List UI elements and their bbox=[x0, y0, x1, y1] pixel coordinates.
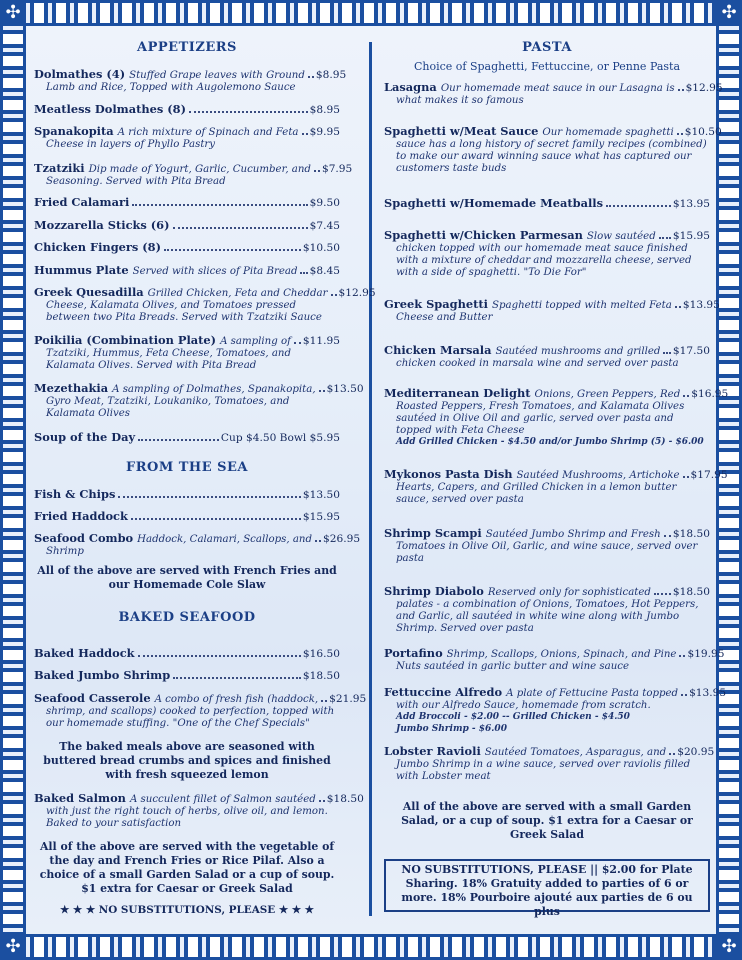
item-extras: Add Broccoli - $2.00 -- Grilled Chicken - $4.50 bbox=[396, 712, 630, 722]
item-price: $8.95 bbox=[309, 104, 340, 116]
item-name: Mediterranean Delight bbox=[384, 386, 531, 400]
item-name: Mezethakia bbox=[34, 381, 109, 395]
corner-icon: ✣ bbox=[0, 0, 26, 26]
item-price: $16.50 bbox=[302, 648, 340, 660]
item-inline-desc: Slow sautéed bbox=[586, 231, 656, 242]
menu-item bbox=[384, 685, 727, 735]
menu-item bbox=[34, 219, 340, 233]
item-price: $13.50 bbox=[326, 383, 364, 395]
item-inline-desc: Our homemade spaghetti bbox=[542, 127, 674, 138]
item-name: Tzatziki bbox=[34, 161, 85, 175]
item-price: $15.95 bbox=[302, 511, 340, 523]
item-name: Fried Calamari bbox=[34, 195, 130, 209]
corner-icon: ✣ bbox=[716, 0, 742, 26]
menu-item bbox=[384, 744, 715, 783]
menu-item bbox=[34, 264, 340, 278]
menu-item bbox=[34, 196, 340, 210]
item-name: Lasagna bbox=[384, 80, 437, 94]
item-name: Spaghetti w/Homemade Meatballs bbox=[384, 196, 604, 210]
menu-item bbox=[384, 527, 710, 565]
item-inline-desc: Grilled Chicken, Feta and Cheddar bbox=[147, 288, 328, 299]
sides-note: All of the above are served with the vegetable of the day and French Fries or Rice Pilaf. Also a choice of a small Garden Salad or a cup of soup. $1 extra for Caesar or Greek Salad bbox=[39, 840, 335, 895]
item-name: Chicken Marsala bbox=[384, 343, 492, 357]
from-the-sea-title: FROM THE SEA bbox=[125, 460, 249, 475]
item-name: Spaghetti w/Meat Sauce bbox=[384, 124, 539, 138]
menu-item bbox=[34, 791, 364, 830]
item-name: Soup of the Day bbox=[34, 430, 136, 444]
item-name: Fried Haddock bbox=[34, 509, 128, 523]
no-substitutions: ★ ★ ★ NO SUBSTITUTIONS, PLEASE ★ ★ ★ bbox=[59, 904, 315, 916]
menu-item bbox=[34, 241, 340, 255]
item-name: Chicken Fingers (8) bbox=[34, 240, 161, 254]
item-inline-desc: Sautéed Tomatoes, Asparagus, and bbox=[484, 747, 667, 758]
item-price: $9.50 bbox=[309, 197, 340, 209]
item-name: Fish & Chips bbox=[34, 487, 116, 501]
item-price: $16.95 bbox=[691, 388, 729, 400]
item-inline-desc: Spaghetti topped with melted Feta bbox=[492, 300, 672, 311]
item-name: Greek Spaghetti bbox=[384, 297, 488, 311]
item-inline-desc: Stuffed Grape leaves with Ground bbox=[129, 70, 305, 81]
item-price: $8.45 bbox=[309, 265, 340, 277]
item-inline-desc: A combo of fresh fish (haddock, bbox=[154, 694, 319, 705]
item-desc: Jumbo Shrimp in a wine sauce, served over raviolis filled with Lobster meat bbox=[396, 759, 691, 782]
item-desc: with just the right touch of herbs, olive oil, and lemon. Baked to your satisfaction bbox=[46, 806, 328, 829]
item-price: $11.95 bbox=[302, 335, 340, 347]
item-price: $19.95 bbox=[687, 648, 725, 660]
item-desc: Tomatoes in Olive Oil, Garlic, and wine sauce, served over pasta bbox=[396, 541, 698, 564]
item-inline-desc: Reserved only for sophisticated bbox=[487, 587, 651, 598]
item-desc: Cheese and Butter bbox=[396, 312, 493, 323]
menu-item bbox=[384, 80, 723, 107]
item-inline-desc: Onions, Green Peppers, Red bbox=[534, 389, 681, 400]
menu-item bbox=[34, 669, 340, 683]
item-desc: Nuts sautéed in garlic butter and wine sauce bbox=[396, 661, 629, 672]
item-price: $10.50 bbox=[302, 242, 340, 254]
item-desc: Cheese, Kalamata Olives, and Tomatoes pressed between two Pita Breads. Served with Tzatziki Sauce bbox=[46, 300, 322, 323]
item-price: $18.50 bbox=[302, 670, 340, 682]
item-name: Meatless Dolmathes (8) bbox=[34, 102, 186, 116]
border-top bbox=[0, 0, 742, 26]
item-name: Baked Jumbo Shrimp bbox=[34, 668, 171, 682]
border-left bbox=[0, 0, 26, 960]
item-name: Spaghetti w/Chicken Parmesan bbox=[384, 228, 583, 242]
item-inline-desc: A sampling of bbox=[220, 336, 291, 347]
item-inline-desc: Shrimp, Scallops, Onions, Spinach, and Pine bbox=[446, 649, 677, 660]
item-desc: Shrimp bbox=[46, 546, 84, 557]
item-name: Mozzarella Sticks (6) bbox=[34, 218, 170, 232]
menu-item bbox=[34, 431, 340, 445]
item-inline-desc: Sautéed mushrooms and grilled bbox=[495, 346, 661, 357]
item-price: $17.95 bbox=[690, 469, 728, 481]
column-divider bbox=[369, 42, 372, 916]
item-name: Baked Salmon bbox=[34, 791, 126, 805]
item-price: $13.95 bbox=[689, 687, 727, 699]
item-inline-desc: Sautéed Mushrooms, Artichoke bbox=[516, 470, 680, 481]
item-price: $20.95 bbox=[677, 746, 715, 758]
item-inline-desc: Sautéed Jumbo Shrimp and Fresh bbox=[485, 529, 661, 540]
corner-icon: ✣ bbox=[716, 934, 742, 960]
item-name: Spanakopita bbox=[34, 124, 114, 138]
item-inline-desc: A rich mixture of Spinach and Feta bbox=[117, 127, 299, 138]
item-name: Dolmathes (4) bbox=[34, 67, 126, 81]
menu-item bbox=[34, 161, 353, 188]
menu-item bbox=[34, 647, 340, 661]
pasta-subtitle: Choice of Spaghetti, Fettuccine, or Penne Pasta bbox=[413, 60, 681, 73]
item-name: Shrimp Diabolo bbox=[384, 584, 484, 598]
item-name: Baked Haddock bbox=[34, 646, 135, 660]
item-price: $10.50 bbox=[684, 126, 722, 138]
menu-item bbox=[34, 67, 347, 94]
menu-item bbox=[384, 297, 720, 324]
item-desc: chicken topped with our homemade meat sauce finished with a mixture of cheddar and mozzarella cheese, served with a side of spaghetti. "To Die For" bbox=[396, 243, 692, 278]
item-desc: Roasted Peppers, Fresh Tomatoes, and Kalamata Olives sautéed in Olive Oil and garlic, served over pasta and topped with Feta Cheese bbox=[396, 401, 685, 436]
item-desc: chicken cooked in marsala wine and served over pasta bbox=[396, 358, 679, 369]
item-name: Greek Quesadilla bbox=[34, 285, 144, 299]
item-name: Mykonos Pasta Dish bbox=[384, 467, 513, 481]
item-price: $18.50 bbox=[326, 793, 364, 805]
menu-item bbox=[34, 691, 367, 730]
item-desc: Gyro Meat, Tzatziki, Loukaniko, Tomatoes, and Kalamata Olives bbox=[46, 396, 290, 419]
menu-item bbox=[384, 467, 728, 506]
item-name: Shrimp Scampi bbox=[384, 526, 482, 540]
policy-box: NO SUBSTITUTIONS, PLEASE || $2.00 for Plate Sharing. 18% Gratuity added to parties of 6 or more. 18% Pourboire ajouté aux parties de 6 ou plus bbox=[384, 859, 710, 912]
item-price: $21.95 bbox=[329, 693, 367, 705]
item-desc: what makes it so famous bbox=[396, 95, 524, 106]
item-price: $18.50 bbox=[672, 528, 710, 540]
item-price: Cup $4.50 Bowl $5.95 bbox=[220, 432, 340, 444]
menu-item bbox=[384, 386, 729, 449]
item-inline-desc: Our homemade meat sauce in our Lasagna is bbox=[440, 83, 675, 94]
corner-icon: ✣ bbox=[0, 934, 26, 960]
menu-page bbox=[26, 26, 729, 934]
menu-item bbox=[384, 124, 722, 175]
item-price: $7.95 bbox=[321, 163, 353, 175]
item-price: $9.95 bbox=[309, 126, 340, 138]
item-inline-desc: A succulent fillet of Salmon sautéed bbox=[129, 794, 316, 805]
item-extras: Jumbo Shrimp - $6.00 bbox=[396, 723, 507, 734]
item-desc: Cheese in layers of Phyllo Pastry bbox=[46, 139, 216, 150]
appetizers-title: APPETIZERS bbox=[137, 40, 237, 55]
item-desc: Lamb and Rice, Topped with Augolemono Sauce bbox=[46, 82, 296, 93]
item-inline-desc: A plate of Fettucine Pasta topped bbox=[506, 688, 679, 699]
baked-note: The baked meals above are seasoned with buttered bread crumbs and spices and finished with fresh squeezed lemon bbox=[43, 740, 331, 781]
menu-item bbox=[384, 344, 710, 370]
menu-item bbox=[34, 531, 361, 558]
item-name: Poikilia (Combination Plate) bbox=[34, 333, 217, 347]
sea-note: All of the above are served with French Fries and our Homemade Cole Slaw bbox=[37, 564, 337, 591]
item-name: Seafood Casserole bbox=[34, 691, 151, 705]
item-price: $7.45 bbox=[309, 220, 340, 232]
menu-item bbox=[384, 646, 725, 673]
item-desc: palates - a combination of Onions, Tomatoes, Hot Peppers, and Garlic, all sautéed in white wine along with Jumbo Shrimp. Served over pasta bbox=[396, 599, 699, 634]
menu-item bbox=[34, 103, 340, 117]
menu-item bbox=[384, 229, 710, 279]
item-price: $15.95 bbox=[672, 230, 710, 242]
item-price: $12.95 bbox=[338, 287, 376, 299]
item-extras: Add Grilled Chicken - $4.50 and/or Jumbo Shrimp (5) - $6.00 bbox=[396, 437, 704, 447]
border-bottom bbox=[0, 934, 742, 960]
menu-item bbox=[34, 488, 340, 502]
baked-seafood-title: BAKED SEAFOOD bbox=[118, 610, 256, 625]
item-price: $13.50 bbox=[302, 489, 340, 501]
menu-item bbox=[34, 381, 364, 420]
item-price: $18.50 bbox=[672, 586, 710, 598]
menu-item bbox=[34, 125, 340, 151]
item-inline-desc: A sampling of Dolmathes, Spanakopita, bbox=[112, 384, 316, 395]
item-price: $13.95 bbox=[682, 299, 720, 311]
item-name: Portafino bbox=[384, 646, 443, 660]
item-price: $12.95 bbox=[685, 82, 723, 94]
menu-item bbox=[34, 334, 340, 372]
pasta-note: All of the above are served with a small Garden Salad, or a cup of soup. $1 extra for a Caesar or Greek Salad bbox=[401, 800, 693, 841]
item-desc: shrimp, and scallops) cooked to perfection, topped with our homemade stuffing. "One of the Chef Specials" bbox=[46, 706, 335, 729]
item-price: $17.50 bbox=[672, 345, 710, 357]
item-desc: sauce has a long history of secret family recipes (combined) to make our award winning sauce what has captured our customers taste buds bbox=[396, 139, 707, 174]
item-desc: Tzatziki, Hummus, Feta Cheese, Tomatoes, and Kalamata Olives. Served with Pita Bread bbox=[46, 348, 291, 371]
item-inline-desc: Dip made of Yogurt, Garlic, Cucumber, and bbox=[88, 164, 311, 175]
pasta-title: PASTA bbox=[522, 40, 572, 55]
menu-item bbox=[34, 285, 376, 324]
item-inline-desc: Served with slices of Pita Bread bbox=[132, 266, 298, 277]
item-desc: with our Alfredo Sauce, homemade from scratch. bbox=[396, 700, 651, 711]
item-name: Lobster Ravioli bbox=[384, 744, 481, 758]
item-desc: Hearts, Capers, and Grilled Chicken in a lemon butter sauce, served over pasta bbox=[396, 482, 677, 505]
menu-item bbox=[384, 197, 710, 211]
menu-item bbox=[34, 510, 340, 524]
item-price: $26.95 bbox=[323, 533, 361, 545]
item-name: Fettuccine Alfredo bbox=[384, 685, 503, 699]
item-name: Hummus Plate bbox=[34, 263, 129, 277]
item-name: Seafood Combo bbox=[34, 531, 134, 545]
item-price: $8.95 bbox=[315, 69, 347, 81]
menu-item bbox=[384, 585, 710, 635]
item-price: $13.95 bbox=[672, 198, 710, 210]
item-inline-desc: Haddock, Calamari, Scallops, and bbox=[137, 534, 312, 545]
item-desc: Seasoning. Served with Pita Bread bbox=[46, 176, 226, 187]
